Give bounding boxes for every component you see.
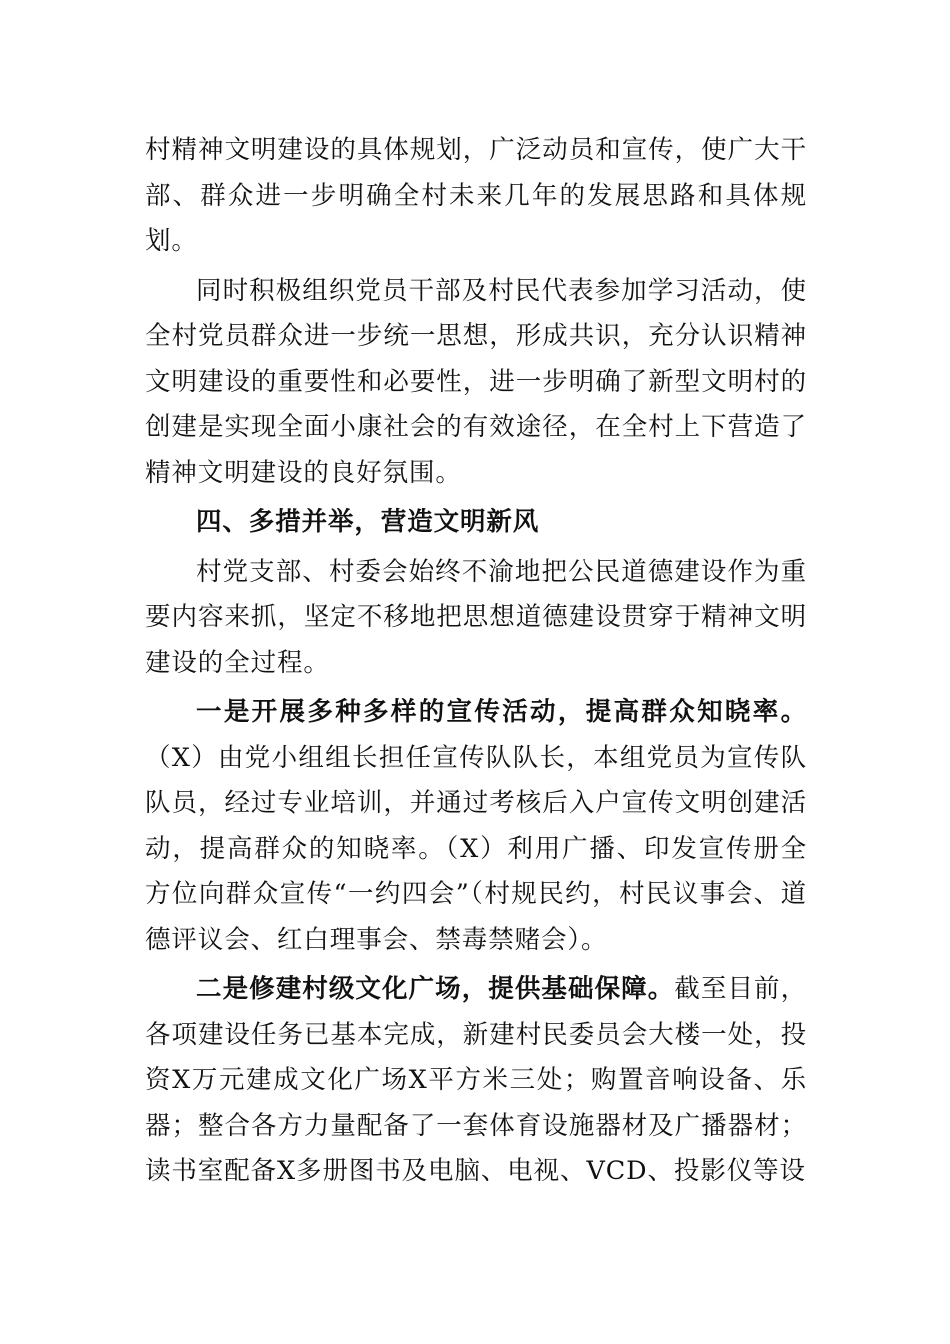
section-heading-four: 四、多措并举，营造文明新风 — [196, 507, 540, 537]
paragraph-culture-square — [145, 967, 807, 1195]
paragraph-moral-construction: 村党支部、村委会始终不渝地把公民道德建设作为重要内容来抓，坚定不移地把思想道德建设贯穿于精神文明建设的全过程。 — [145, 556, 807, 678]
paragraph-publicity-activities — [145, 690, 807, 963]
paragraph-lead-bold: 一是开展多种多样的宣传活动，提高群众知晓率。 — [196, 697, 807, 727]
paragraph-study-activities: 同时积极组织党员干部及村民代表参加学习活动，使全村党员群众进一步统一思想，形成共识，充分认识精神文明建设的重要性和必要性，进一步明确了新型文明村的创建是实现全面小康社会的有效途径，在全村上下营造了精神文明建设的良好氛围。 — [145, 275, 807, 488]
paragraph-body: 截至目前，各项建设任务已基本完成，新建村民委员会大楼一处，投资X万元建成文化广场X平方米三处；购置音响设备、乐器；整合各方力量配备了一套体育设施器材及广播器材；读书室配备X多册图书及电脑、电视、VCD、投影仪等设 — [145, 974, 807, 1186]
paragraph-continuation: 村精神文明建设的具体规划，广泛动员和宣传，使广大干部、群众进一步明确全村未来几年的发展思路和具体规划。 — [145, 135, 807, 256]
paragraph-body: （X）由党小组组长担任宣传队队长，本组党员为宣传队队员，经过专业培训，并通过考核后入户宣传文明创建活动，提高群众的知晓率。（X）利用广播、印发宣传册全方位向群众宣传“一约四会”（村规民约，村民议事会、道德评议会、红白理事会、禁毒禁赌会）。 — [145, 742, 807, 955]
paragraph-lead-bold: 二是修建村级文化广场，提供基础保障。 — [196, 974, 675, 1004]
document-page — [145, 128, 807, 1195]
